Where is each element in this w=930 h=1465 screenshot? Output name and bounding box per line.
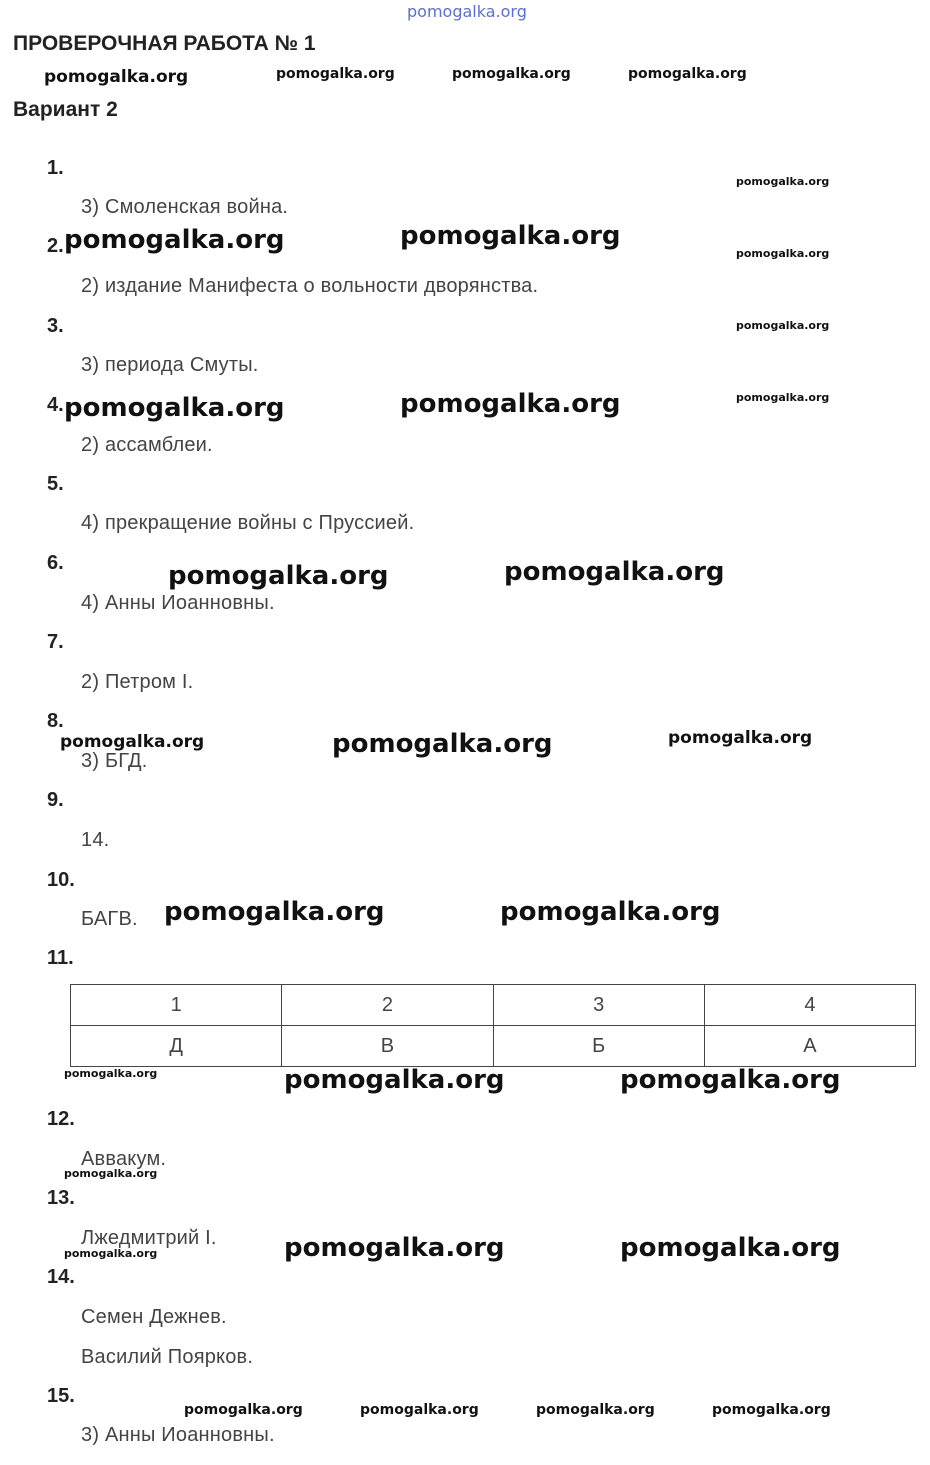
- watermark: pomogalka.org: [712, 1402, 831, 1418]
- watermark: pomogalka.org: [44, 67, 189, 87]
- table-cell: 4: [704, 985, 915, 1026]
- watermark: pomogalka.org: [452, 66, 571, 82]
- table-cell: Б: [493, 1026, 704, 1067]
- watermark: pomogalka.org: [668, 728, 813, 748]
- page-title: ПРОВЕРОЧНАЯ РАБОТА № 1: [13, 32, 316, 55]
- table-cell: Д: [71, 1026, 282, 1067]
- item-number: 13.: [47, 1187, 75, 1209]
- table-cell: 3: [493, 985, 704, 1026]
- watermark: pomogalka.org: [332, 729, 553, 759]
- item-number: 3.: [47, 315, 64, 337]
- item-answer: 2) издание Манифеста о вольности дворянства.: [81, 275, 539, 297]
- watermark: pomogalka.org: [284, 1065, 505, 1095]
- item-answer: Лжедмитрий I.: [81, 1227, 217, 1249]
- watermark: pomogalka.org: [736, 391, 830, 404]
- item-answer: 3) БГД.: [81, 750, 148, 772]
- watermark: pomogalka.org: [736, 175, 830, 188]
- item-number: 4.: [47, 394, 64, 416]
- watermark: pomogalka.org: [620, 1233, 841, 1263]
- item-number: 15.: [47, 1385, 75, 1407]
- watermark: pomogalka.org: [400, 389, 621, 419]
- watermark: pomogalka.org: [536, 1402, 655, 1418]
- item-number: 6.: [47, 552, 64, 574]
- watermark: pomogalka.org: [164, 897, 385, 927]
- item-number: 10.: [47, 869, 75, 891]
- item-number: 11.: [47, 947, 74, 969]
- table-cell: А: [704, 1026, 915, 1067]
- watermark: pomogalka.org: [360, 1402, 479, 1418]
- item-number: 5.: [47, 473, 64, 495]
- watermark: pomogalka.org: [276, 66, 395, 82]
- watermark: pomogalka.org: [64, 225, 285, 255]
- watermark: pomogalka.org: [64, 1247, 158, 1260]
- watermark: pomogalka.org: [284, 1233, 505, 1263]
- watermark: pomogalka.org: [64, 393, 285, 423]
- item-answer: 2) Петром I.: [81, 671, 194, 693]
- watermark: pomogalka.org: [620, 1065, 841, 1095]
- item-answer: 4) Анны Иоанновны.: [81, 592, 275, 614]
- watermark: pomogalka.org: [64, 1167, 158, 1180]
- watermark: pomogalka.org: [504, 557, 725, 587]
- item-answer: 4) прекращение войны с Пруссией.: [81, 512, 415, 534]
- table-cell: 2: [282, 985, 493, 1026]
- item-answer: БАГВ.: [81, 908, 138, 930]
- item-number: 9.: [47, 789, 64, 811]
- watermark: pomogalka.org: [168, 561, 389, 591]
- watermark: pomogalka.org: [400, 221, 621, 251]
- item-number: 7.: [47, 631, 64, 653]
- watermark: pomogalka.org: [60, 732, 205, 752]
- table-header-row: [71, 985, 916, 1026]
- watermark: pomogalka.org: [500, 897, 721, 927]
- table-cell: 1: [71, 985, 282, 1026]
- item-answer: 3) Смоленская война.: [81, 196, 289, 218]
- item-answer: Аввакум.: [81, 1148, 167, 1170]
- watermark: pomogalka.org: [64, 1067, 158, 1080]
- table-row: [71, 1026, 916, 1067]
- item-number: 8.: [47, 710, 64, 732]
- item-number: 2.: [47, 235, 64, 257]
- watermark: pomogalka.org: [628, 66, 747, 82]
- item-number: 12.: [47, 1108, 75, 1130]
- item-answer: 14.: [81, 829, 110, 851]
- item-number: 14.: [47, 1266, 75, 1288]
- item-answer: Семен Дежнев.: [81, 1306, 227, 1328]
- table-cell: В: [282, 1026, 493, 1067]
- item-answer: Василий Поярков.: [81, 1346, 254, 1368]
- watermark: pomogalka.org: [736, 247, 830, 260]
- watermark: pomogalka.org: [736, 319, 830, 332]
- item-answer: 3) периода Смуты.: [81, 354, 259, 376]
- item-number: 1.: [47, 157, 64, 179]
- item-answer: 3) Анны Иоанновны.: [81, 1424, 275, 1446]
- variant-label: Вариант 2: [13, 98, 118, 121]
- watermark: pomogalka.org: [184, 1402, 303, 1418]
- site-link[interactable]: pomogalka.org: [407, 2, 527, 21]
- answer-table: [70, 984, 916, 1067]
- item-answer: 2) ассамблеи.: [81, 434, 213, 456]
